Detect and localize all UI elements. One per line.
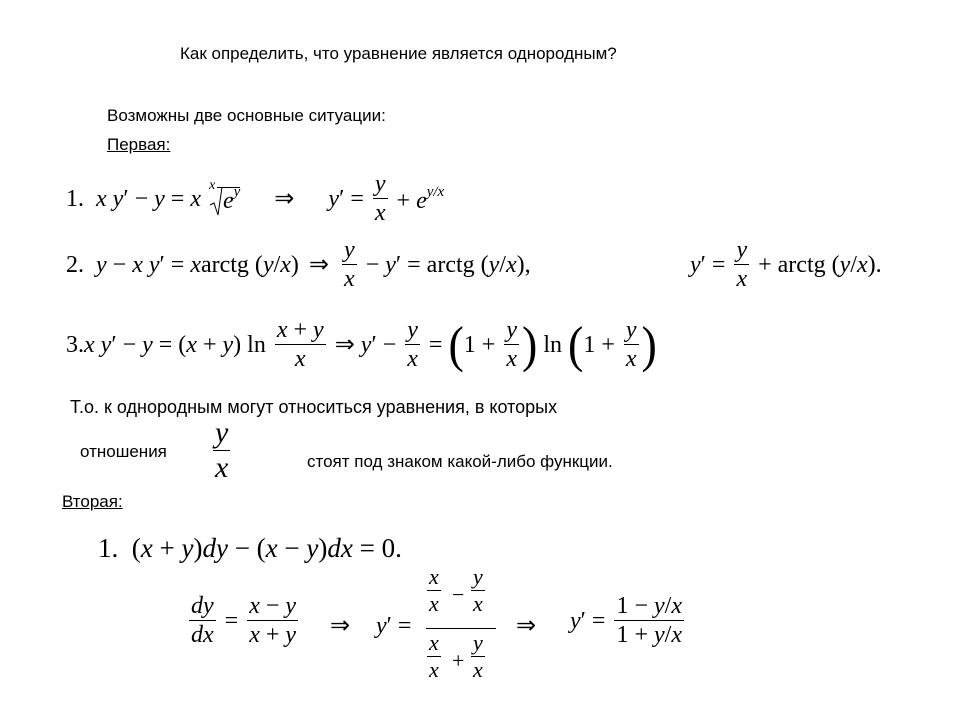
ratio-fraction: $\frac{y}{x}$ <box>215 416 229 484</box>
equation-2: 2. y − x y′ = xarctg (y/x) ⇒ $\frac{y}{x}$ − y′ = arctg (y/x), <box>66 237 531 292</box>
equation-1: 1. x y′ − y = x x $e^y$ ⇒ y′ = $\frac{y}{x}$ + $e^{y/x}$ <box>66 171 445 226</box>
conclusion-word: отношения <box>80 442 167 461</box>
radical: x $e^y$ <box>208 177 241 214</box>
y-prime-eq: y′ = <box>376 613 412 639</box>
implies-arrow-1: ⇒ <box>330 613 351 639</box>
implies-arrow-2: ⇒ <box>516 613 537 639</box>
conclusion-line-1: Т.о. к однородным могут относиться уравнения, в которых <box>70 397 558 417</box>
equation-2-result: y′ = $\frac{y}{x}$ + arctg (y/x). <box>690 237 882 292</box>
first-case-label: Первая: <box>107 135 171 154</box>
final-result: y′ = $\frac{1 - y/x}{1 + y/x}$ <box>570 593 682 648</box>
conclusion-line-2: стоят под знаком какой-либо функции. <box>307 452 613 471</box>
equation-second-1: 1. (x + y)dy − (x − y)dx = 0. <box>98 533 402 563</box>
equation-3: 3.x y′ − y = (x + y) ln $\frac{x + y}{x}$ ⇒ y′ − $\frac{y}{x}$ = (1 + $\frac{y}{x}$ ) ln (1 + $\frac{y}{x}$ ) <box>66 315 657 372</box>
intro-text: Возможны две основные ситуации: <box>107 106 386 125</box>
compound-fraction: $\frac{x}{x}$ − $\frac{y}{x}$ $\frac{x}{x}$ + $\frac{y}{x}$ <box>424 566 498 696</box>
second-case-label: Вторая: <box>62 492 123 511</box>
equation-second-derivation: $\frac{dy}{dx}$ = $\frac{x - y}{x + y}$ <box>191 593 297 648</box>
slide-title: Как определить, что уравнение является однородным? <box>180 44 617 63</box>
